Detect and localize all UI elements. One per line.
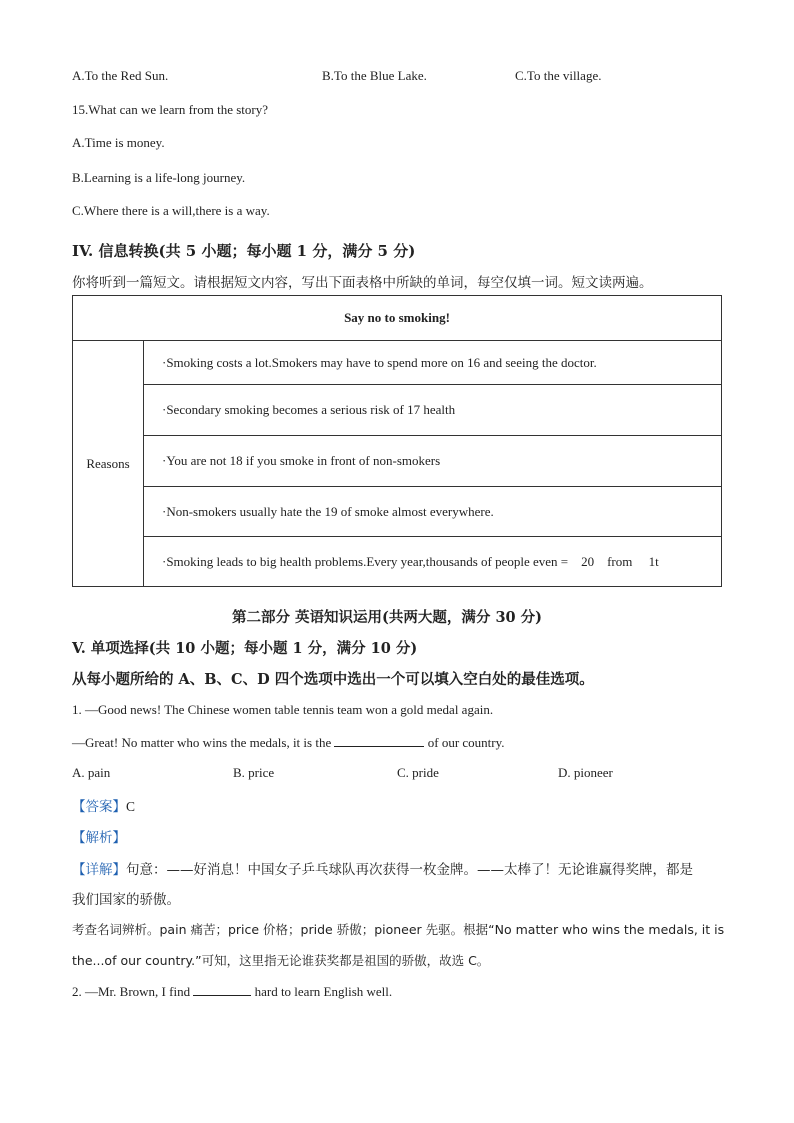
q1-line-2-post: of our country. <box>427 735 505 750</box>
table-row: ·Non-smokers usually hate the 19 of smoke almost everywhere. <box>144 487 722 537</box>
table-row: ·Smoking costs a lot.Smokers may have to spend more on 16 and seeing the doctor. <box>144 341 722 385</box>
q2-blank <box>193 983 251 996</box>
detail-label: 【详解】 <box>72 862 126 878</box>
q1-analysis <box>72 826 126 846</box>
q1-option-b: B. price <box>233 765 275 780</box>
detail-text-1: 句意：——好消息！中国女子乒乓球队再次获得一枚金牌。——太棒了！无论谁赢得奖牌，都是 <box>126 862 693 878</box>
q2-line <box>72 983 392 1000</box>
answer-value: C <box>126 799 136 814</box>
q1-line-2-pre: —Great! No matter who wins the medals, it is the <box>72 735 332 750</box>
q1-option-a: A. pain <box>72 765 111 780</box>
q1-option-c: C. pride <box>397 765 439 780</box>
table-row: ·Smoking leads to big health problems.Every year,thousands of people even = 20 from 1t <box>144 537 722 587</box>
q1-detail-1 <box>72 858 693 878</box>
q1-option-d: D. pioneer <box>558 765 613 780</box>
part-2-heading: 第二部分 英语知识运用(共两大题，满分 30 分) <box>232 609 543 626</box>
reasons-label: Reasons <box>73 341 144 587</box>
q14-option-a: A.To the Red Sun. <box>72 68 169 83</box>
analysis-label: 【解析】 <box>72 830 126 846</box>
q15-option-a: A.Time is money. <box>72 135 165 150</box>
q1-line-1: 1. —Good news! The Chinese women table tennis team won a gold medal again. <box>72 702 494 717</box>
table-row: ·Secondary smoking becomes a serious risk of 17 health <box>144 385 722 436</box>
q1-blank <box>334 734 424 747</box>
q1-answer <box>72 795 135 815</box>
info-table <box>72 295 722 587</box>
q15-question: 15.What can we learn from the story? <box>72 102 269 117</box>
q14-option-c: C.To the village. <box>515 68 602 83</box>
q14-option-b: B.To the Blue Lake. <box>322 68 427 83</box>
q1-line-2 <box>72 734 505 751</box>
section-4-instruction: 你将听到一篇短文。请根据短文内容，写出下面表格中所缺的单词，每空仅填一词。短文读两遍。 <box>72 275 653 291</box>
q1-detail-2: 我们国家的骄傲。 <box>72 892 180 908</box>
q15-option-c: C.Where there is a will,there is a way. <box>72 203 270 218</box>
table-title: Say no to smoking! <box>73 296 722 341</box>
section-5-instruction: 从每小题所给的 A、B、C、D 四个选项中选出一个可以填入空白处的最佳选项。 <box>72 671 594 688</box>
q2-post: hard to learn English well. <box>254 984 393 999</box>
q1-detail-4: the...of our country.”可知，这里指无论谁获奖都是祖国的骄傲，故选 C。 <box>72 953 490 968</box>
section-4-heading: IV. 信息转换(共 5 小题；每小题 1 分，满分 5 分) <box>72 242 416 260</box>
q2-pre: 2. —Mr. Brown, I find <box>72 984 191 999</box>
section-5-heading: V. 单项选择(共 10 小题；每小题 1 分，满分 10 分) <box>72 640 418 657</box>
q1-detail-3: 考查名词辨析。pain 痛苦；price 价格；pride 骄傲；pioneer 先驱。根据“No matter who wins the medals, it is <box>72 922 725 937</box>
table-row: ·You are not 18 if you smoke in front of non-smokers <box>144 436 722 487</box>
q15-option-b: B.Learning is a life-long journey. <box>72 170 246 185</box>
answer-label: 【答案】 <box>72 799 126 815</box>
